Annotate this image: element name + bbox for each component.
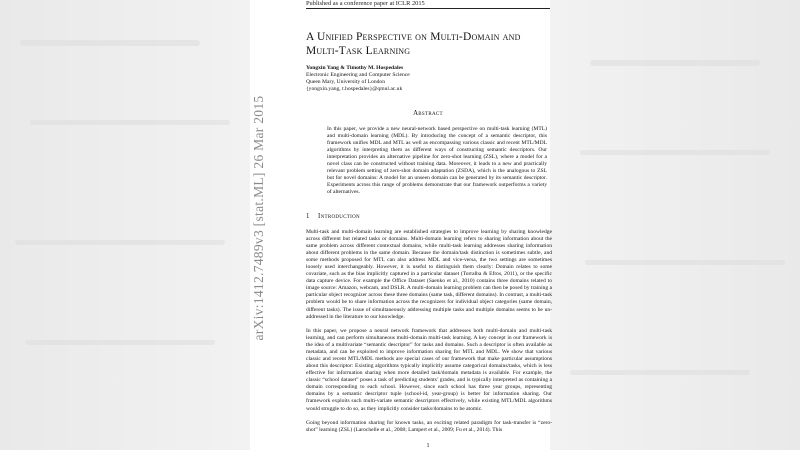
section-title: Introduction — [318, 213, 360, 220]
header-rule — [306, 8, 550, 9]
blurred-text-line — [30, 120, 230, 125]
blurred-text-line — [20, 40, 200, 46]
blurred-background-right — [550, 0, 800, 450]
author-names: Yongxin Yang & Timothy M. Hospedales — [306, 65, 404, 71]
blurred-text-line — [25, 340, 215, 345]
blurred-text-line — [585, 260, 785, 265]
blurred-background-left — [0, 0, 250, 450]
body-paragraph: In this paper, we propose a neural network framework that addresses both multi-domain and multi-task learning, and can perform simultaneous multi-domain multi-task learning. A key concept in our framework is the idea of a multivariate “semantic descriptor” for tasks and domains. Such a descriptor is often available as metadata, and can be exploited to improve information sharing for MTL and MDL. We show that various classic and recent MTL/MDL methods are special cases of our framework that make particular assumptions about this descriptor: Existing algorithms typically implicitly assume categorical domains/tasks, which is less effective for information sharing when more detailed task/domain metadata is available. For example, the classic “school dataset” poses a task of predicting students’ grades, and is typically interpreted as containing a domain corresponding to each school. However, since each school has three year groups, representing domains by a semantic descriptor tuple (school-id, year-group) is better for information sharing. Our framework exploits such multi-variate semantic descriptors effectively, while existing MTL/MDL algorithms would struggle to do so, as they implicitly consider tasks/domains to be atomic. — [306, 328, 552, 412]
paper-title: A Unified Perspective on Multi-Domain and Multi-Task Learning — [306, 31, 521, 57]
author-affiliation: Electronic Engineering and Computer Science — [306, 72, 410, 78]
blurred-text-line — [15, 240, 225, 245]
arxiv-stamp — [251, 0, 266, 450]
author-institution: Queen Mary, University of London — [306, 79, 386, 85]
arxiv-stamp-text: arXiv:1412.7489v3 [stat.ML] 26 Mar 2015 — [251, 95, 266, 341]
blurred-text-line — [570, 370, 750, 375]
abstract-heading: Abstract — [413, 110, 443, 117]
section-number: 1 — [306, 213, 310, 220]
running-header: Published as a conference paper at ICLR 2015 — [306, 0, 425, 7]
author-email: {yongxin.yang, t.hospedales}@qmul.ac.uk — [306, 86, 403, 92]
page-number: 1 — [426, 443, 430, 449]
author-block — [306, 65, 546, 93]
blurred-text-line — [590, 60, 760, 66]
body-paragraph: Multi-task and multi-domain learning are established strategies to improve learning by sharing knowledge across different but related tasks or domains. Multi-domain learning refers to sharing information about the same problem across different contextual domains, while multi-task learning addresses sharing information about different problems in the same domain. Because the domain/task distinction is sometimes subtle, and some methods proposed for MTL can also address MDL and vice-versa, the two settings are sometimes loosely used interchangeably. However, it is useful to distinguish them clearly: Domain relates to some covariate, such as the bias implicitly captured in a particular dataset (Torralba & Efros, 2011), or the specific data capture device. For example the Office Dataset (Saenko et al., 2010) contains three domains related to image source: Amazon, webcam, and DSLR. A multi-domain learning problem can then be posed by training a particular object recognizer across these three domains (same task, different domains). In contrast, a multi-task problem would be to share information across the recognizers for individual object categories (same domain, different tasks). The issue of simultaneously addressing multiple tasks and multiple domains seems to be un-addressed in the literature to our knowledge. — [306, 229, 553, 320]
section-heading — [306, 213, 550, 220]
body-paragraph: Going beyond information sharing for known tasks, an exciting related paradigm for task-transfer is “zero-shot” learning (ZSL) (Larochelle et al., 2008; Lampert et al., 2009; Fu et al., 2014). This — [306, 420, 552, 434]
abstract-text: In this paper, we provide a new neural-network based perspective on multi-task learning (MTL) and multi-domain learning (MDL). By introducing the concept of a semantic descriptor, this framework unifies MDL and MTL as well as encompassing various classic and recent MTL/MDL algorithms by interpreting them as different ways of constructing semantic descriptors. Our interpretation provides an alternative pipeline for zero-shot learning (ZSL), where a model for a novel class can be constructed without training data. Moreover, it leads to a new and practically relevant problem setting of zero-shot domain adaptation (ZSDA), which is the analogous to ZSL but for novel domains: A model for an unseen domain can be generated by its semantic descriptor. Experiments across this range of problems demonstrate that our framework outperforms a variety of alternatives. — [327, 126, 547, 196]
blurred-text-line — [580, 150, 770, 155]
